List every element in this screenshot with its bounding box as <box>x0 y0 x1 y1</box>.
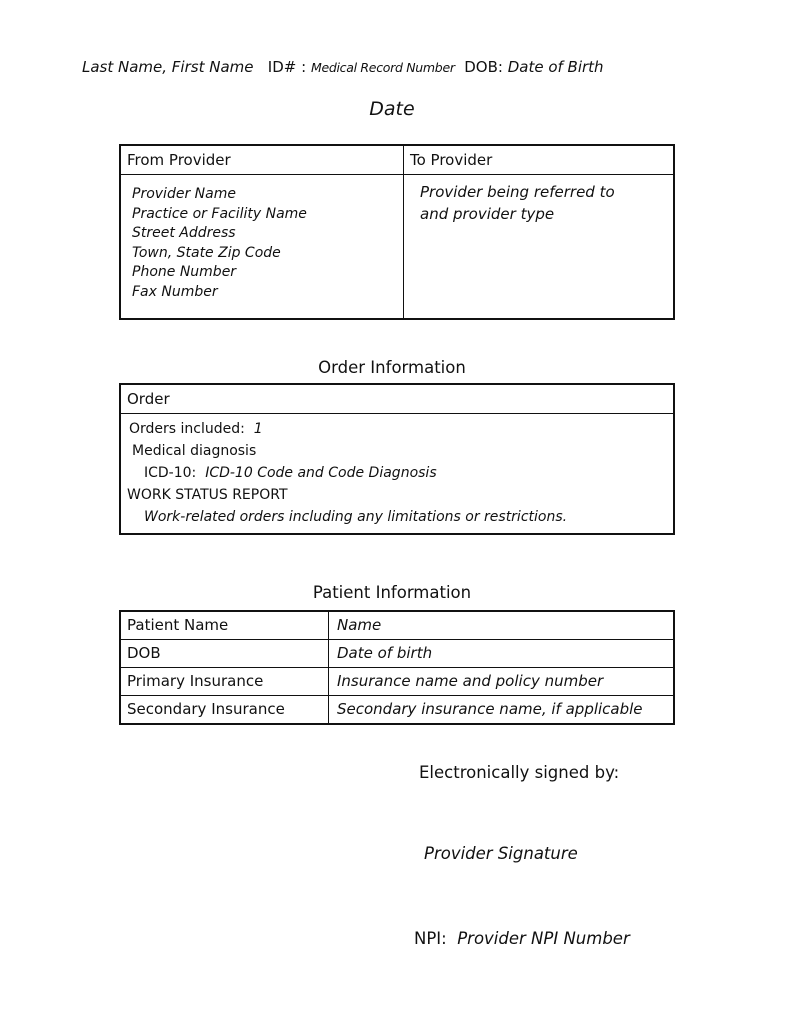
practice-name: Practice or Facility Name <box>132 205 307 222</box>
from-provider-cell <box>120 175 404 320</box>
icd-line <box>127 462 673 484</box>
provider-signature: Provider Signature <box>424 844 578 863</box>
patient-name: Last Name, First Name <box>82 58 254 76</box>
secondary-insurance-label: Secondary Insurance <box>120 696 329 725</box>
npi-line <box>414 929 630 948</box>
dob-row-value: Date of birth <box>329 640 675 668</box>
orders-included-line <box>127 418 673 440</box>
secondary-insurance-value: Secondary insurance name, if applicable <box>329 696 675 725</box>
referred-provider: Provider being referred to and provider type <box>420 183 615 223</box>
phone-number: Phone Number <box>132 264 237 280</box>
street-address: Street Address <box>132 225 236 241</box>
signed-by-label: Electronically signed by: <box>419 763 620 782</box>
order-table <box>119 383 675 535</box>
dob-value: Date of Birth <box>507 58 604 76</box>
from-provider-header: From Provider <box>120 145 404 175</box>
provider-name: Provider Name <box>132 186 236 202</box>
patient-name-label: Patient Name <box>120 611 329 640</box>
dob-label: DOB: <box>464 58 503 76</box>
patient-name-value: Name <box>329 611 675 640</box>
dob-row-label: DOB <box>120 640 329 668</box>
town-state-zip: Town, State Zip Code <box>132 244 281 261</box>
table-row <box>120 696 674 725</box>
patient-section-title: Patient Information <box>312 583 472 602</box>
order-header: Order <box>120 384 674 414</box>
primary-insurance-value: Insurance name and policy number <box>329 668 675 696</box>
npi-label: NPI: <box>414 929 447 948</box>
fax-number: Fax Number <box>132 283 218 300</box>
patient-header <box>82 58 604 76</box>
primary-insurance-label: Primary Insurance <box>120 668 329 696</box>
to-provider-cell <box>404 175 675 320</box>
npi-value: Provider NPI Number <box>457 929 630 948</box>
icd-value: ICD-10 Code and Code Diagnosis <box>205 465 437 481</box>
patient-table <box>119 610 675 725</box>
table-row <box>120 611 674 640</box>
order-body <box>120 414 674 535</box>
medical-diagnosis-label: Medical diagnosis <box>132 443 257 459</box>
orders-included-label: Orders included: <box>129 421 245 437</box>
orders-included-value: 1 <box>253 421 263 437</box>
document-date: Date <box>369 98 415 120</box>
to-provider-header: To Provider <box>404 145 675 175</box>
order-section-title: Order Information <box>318 358 466 377</box>
table-row <box>120 640 674 668</box>
id-label: ID# : <box>267 58 307 76</box>
icd-label: ICD-10: <box>144 465 197 481</box>
provider-table <box>119 144 675 320</box>
id-value: Medical Record Number <box>310 60 455 75</box>
work-status-value: Work-related orders including any limitations or restrictions. <box>144 509 568 525</box>
work-status-label: WORK STATUS REPORT <box>127 487 288 503</box>
table-row <box>120 668 674 696</box>
